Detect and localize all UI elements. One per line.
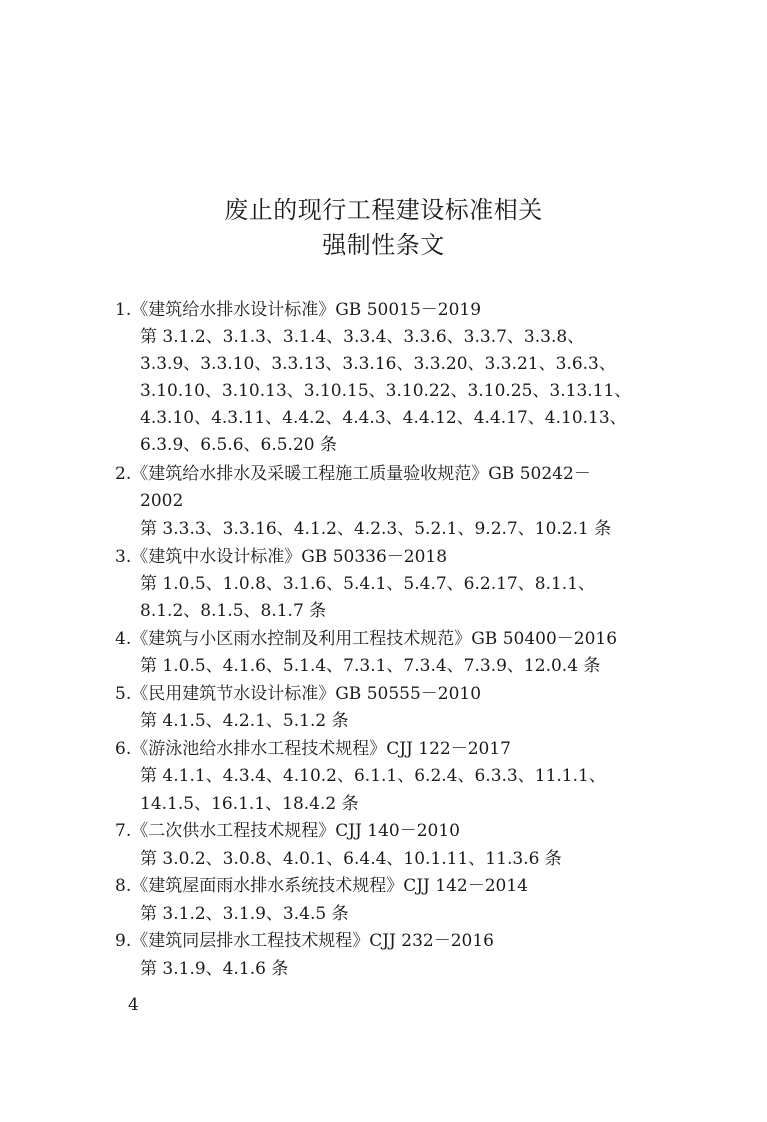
standard-entry-4-title: 4.《建筑与小区雨水控制及利用工程技术规范》GB 50400－2016 <box>115 629 618 649</box>
standard-entry-3-clauses-line-1: 第 1.0.5、1.0.8、3.1.6、5.4.1、5.4.7、6.2.17、8.1.1、 <box>140 574 596 594</box>
standard-entry-1-clauses-line-3: 3.10.10、3.10.13、3.10.15、3.10.22、3.10.25、3.13.11、 <box>140 381 632 401</box>
standard-entry-1-clauses-line-4: 4.3.10、4.3.11、4.4.2、4.4.3、4.4.12、4.4.17、4.10.13、 <box>140 408 627 428</box>
standard-entry-8-title: 8.《建筑屋面雨水排水系统技术规程》CJJ 142－2014 <box>115 876 528 896</box>
standard-entry-1-title: 1.《建筑给水排水设计标准》GB 50015－2019 <box>115 300 482 320</box>
standard-entry-3-clauses-line-2: 8.1.2、8.1.5、8.1.7 条 <box>140 601 327 621</box>
standard-entry-5-title: 5.《民用建筑节水设计标准》GB 50555－2010 <box>115 684 482 704</box>
standard-entry-8-clauses-line-1: 第 3.1.2、3.1.9、3.4.5 条 <box>140 904 349 924</box>
standard-entry-4-clauses-line-1: 第 1.0.5、4.1.6、5.1.4、7.3.1、7.3.4、7.3.9、12.0.4 条 <box>140 656 601 676</box>
standard-entry-7-title: 7.《二次供水工程技术规程》CJJ 140－2010 <box>115 821 460 841</box>
page-title-line-2: 强制性条文 <box>322 231 445 259</box>
standard-entry-2-title: 2.《建筑给水排水及采暖工程施工质量验收规范》GB 50242－ <box>115 464 591 484</box>
standard-entry-7-clauses-line-1: 第 3.0.2、3.0.8、4.0.1、6.4.4、10.1.11、11.3.6 条 <box>140 849 562 869</box>
standard-entry-9-clauses-line-1: 第 3.1.9、4.1.6 条 <box>140 959 289 979</box>
standard-entry-6-clauses-line-1: 第 4.1.1、4.3.4、4.10.2、6.1.1、6.2.4、6.3.3、11.1.1、 <box>140 766 606 786</box>
standard-entry-2-clauses-line-1: 第 3.3.3、3.3.16、4.1.2、4.2.3、5.2.1、9.2.7、10.2.1 条 <box>140 519 612 539</box>
page-number: 4 <box>128 995 139 1015</box>
standard-entry-6-clauses-line-2: 14.1.5、16.1.1、18.4.2 条 <box>140 794 359 814</box>
standard-entry-6-title: 6.《游泳池给水排水工程技术规程》CJJ 122－2017 <box>115 739 511 759</box>
standard-entry-2-title-continued: 2002 <box>140 491 184 511</box>
standard-entry-9-title: 9.《建筑同层排水工程技术规程》CJJ 232－2016 <box>115 931 494 951</box>
standard-entry-1-clauses-line-1: 第 3.1.2、3.1.3、3.1.4、3.3.4、3.3.6、3.3.7、3.3.8、 <box>140 327 585 347</box>
standard-entry-3-title: 3.《建筑中水设计标准》GB 50336－2018 <box>115 547 448 567</box>
page-title-line-1: 废止的现行工程建设标准相关 <box>224 196 543 224</box>
standard-entry-5-clauses-line-1: 第 4.1.5、4.2.1、5.1.2 条 <box>140 711 349 731</box>
standard-entry-1-clauses-line-5: 6.3.9、6.5.6、6.5.20 条 <box>140 435 337 455</box>
standard-entry-1-clauses-line-2: 3.3.9、3.3.10、3.3.13、3.3.16、3.3.20、3.3.21、3.6.3、 <box>140 354 616 374</box>
